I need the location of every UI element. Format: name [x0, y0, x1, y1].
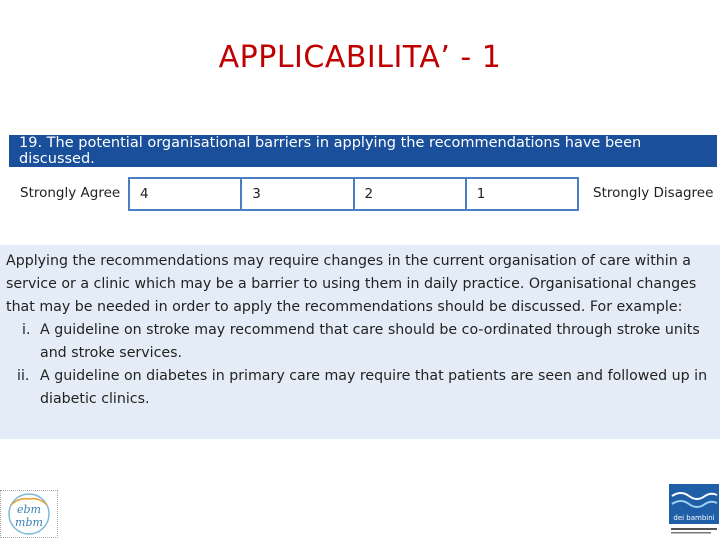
explanation-intro: Applying the recommendations may require changes in the current organisation of care within a service or a clinic which may be a barrier to using them in daily practice. Organisational changes that may be needed in order to apply the recommendations should be discussed. For example:	[6, 253, 697, 315]
hospital-logo	[669, 484, 719, 538]
scale-right-label: Strongly Disagree	[593, 185, 714, 201]
hospital-logo-text: dei bambini	[673, 514, 715, 522]
scale-option-4[interactable]: 4	[130, 179, 242, 209]
scale-options	[128, 177, 579, 211]
list-item-number: i.	[22, 322, 31, 338]
list-item-number: ii.	[17, 368, 30, 384]
question-text: 19. The potential organisational barriers in applying the recommendations have been discussed.	[19, 135, 642, 167]
rating-scale	[0, 177, 720, 212]
slide-title: APPLICABILITA’ - 1	[218, 40, 502, 75]
ebm-logo-icon	[1, 491, 57, 537]
explanation-box	[0, 245, 720, 439]
list-item	[17, 365, 714, 411]
example-list	[6, 319, 714, 411]
list-item-text: A guideline on stroke may recommend that care should be co-ordinated through stroke units and stroke services.	[40, 322, 700, 361]
scale-left-label: Strongly Agree	[20, 185, 121, 201]
scale-option-3[interactable]: 3	[242, 179, 354, 209]
svg-text:mbm: mbm	[15, 516, 43, 529]
question-banner	[9, 135, 717, 167]
scale-option-2[interactable]: 2	[355, 179, 467, 209]
hospital-logo-icon	[669, 484, 719, 538]
scale-option-1[interactable]: 1	[476, 186, 486, 202]
list-item	[22, 319, 714, 365]
svg-text:ebm: ebm	[17, 503, 41, 516]
list-item-text: A guideline on diabetes in primary care may require that patients are seen and followed up in diabetic clinics.	[40, 368, 708, 407]
ebm-logo	[0, 490, 58, 538]
